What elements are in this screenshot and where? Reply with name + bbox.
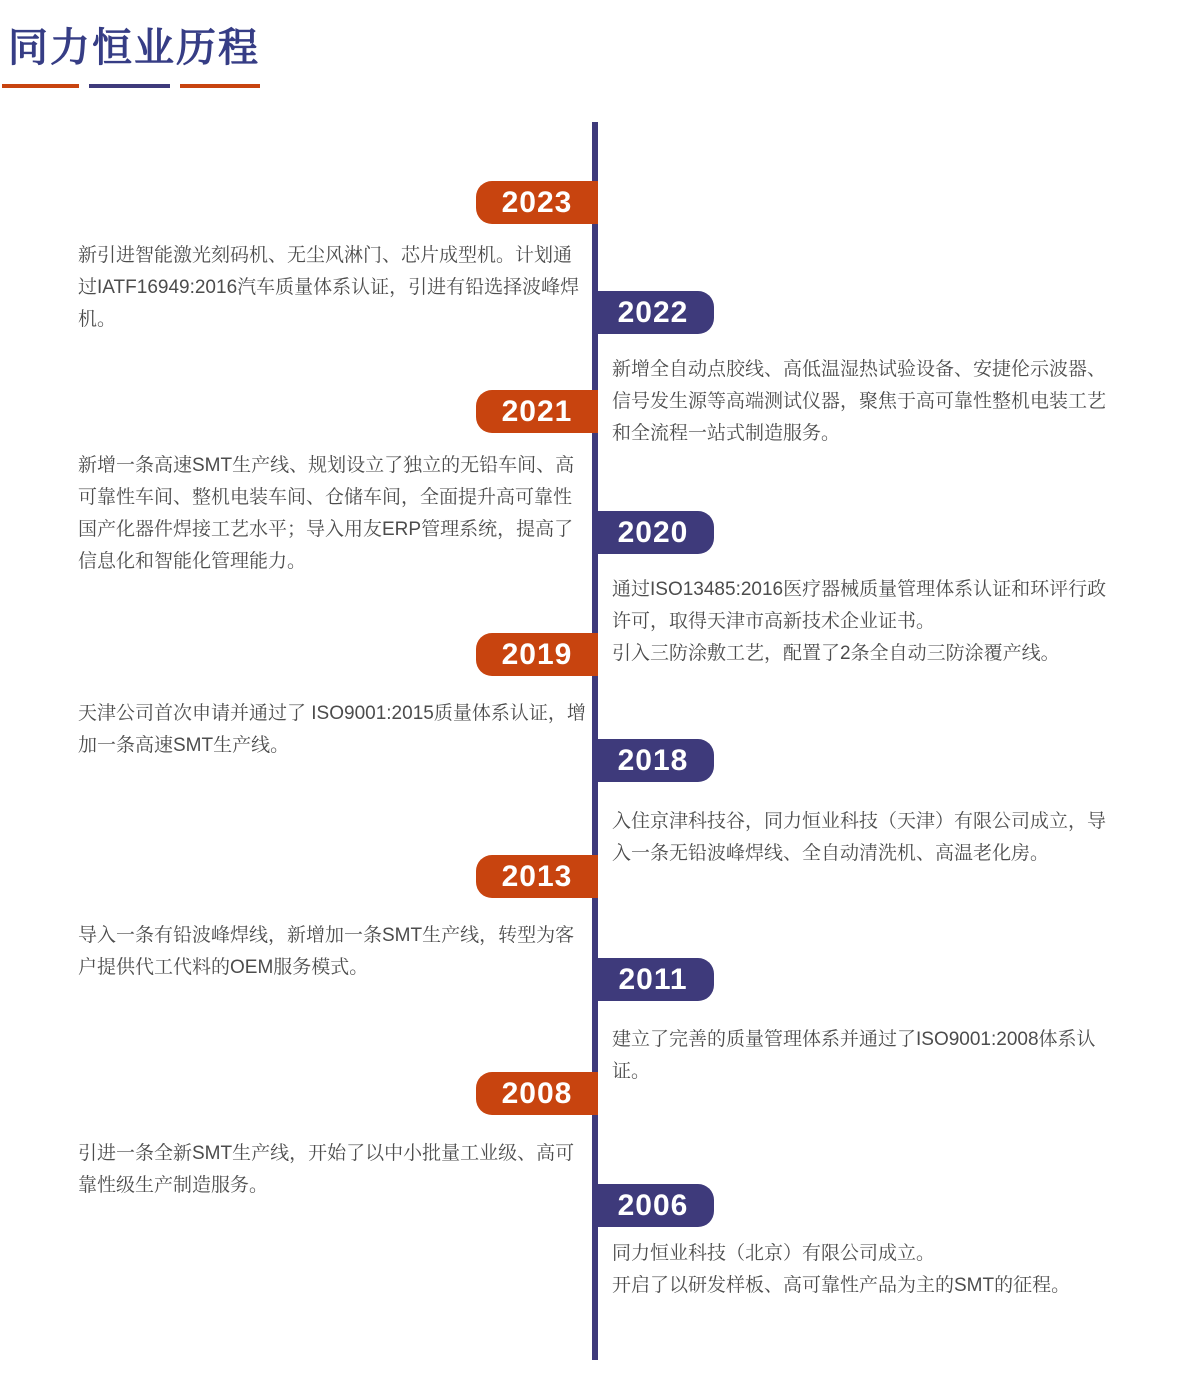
event-paragraph: 开启了以研发样板、高可靠性产品为主的SMT的征程。 [612, 1275, 1071, 1296]
year-badge-2022: 2022 [592, 291, 714, 334]
event-text-2011 [612, 1024, 1112, 1088]
event-text-2020 [612, 574, 1122, 670]
title-underline-purple-center [89, 84, 170, 88]
title-underline-orange-right [180, 84, 260, 88]
page-title: 同力恒业历程 [8, 26, 260, 70]
event-paragraph: 天津公司首次申请并通过了 ISO9001:2015质量体系认证，增加一条高速SMT生产线。 [78, 703, 586, 756]
year-badge-2011: 2011 [592, 958, 714, 1001]
event-paragraph: 引进一条全新SMT生产线，开始了以中小批量工业级、高可靠性级生产制造服务。 [78, 1143, 575, 1196]
event-paragraph: 通过ISO13485:2016医疗器械质量管理体系认证和环评行政许可，取得天津市高新技术企业证书。 [612, 579, 1107, 632]
event-text-2006 [612, 1238, 1132, 1302]
year-badge-2021: 2021 [476, 390, 598, 433]
year-badge-2020: 2020 [592, 511, 714, 554]
event-text-2023 [78, 240, 580, 336]
year-badge-2008: 2008 [476, 1072, 598, 1115]
event-text-2019 [78, 698, 588, 762]
event-text-2013 [78, 920, 588, 984]
year-badge-2023: 2023 [476, 181, 598, 224]
title-underline-orange-left [2, 84, 79, 88]
event-paragraph: 同力恒业科技（北京）有限公司成立。 [612, 1243, 936, 1264]
year-badge-2019: 2019 [476, 633, 598, 676]
year-badge-2006: 2006 [592, 1184, 714, 1227]
year-badge-2013: 2013 [476, 855, 598, 898]
event-text-2018 [612, 806, 1112, 870]
event-text-2008 [78, 1138, 588, 1202]
event-paragraph: 建立了完善的质量管理体系并通过了ISO9001:2008体系认证。 [612, 1029, 1096, 1082]
event-paragraph: 新增全自动点胶线、高低温湿热试验设备、安捷伦示波器、信号发生源等高端测试仪器，聚焦于高可靠性整机电装工艺和全流程一站式制造服务。 [612, 359, 1107, 444]
event-text-2022 [612, 354, 1112, 450]
event-paragraph: 引入三防涂敷工艺，配置了2条全自动三防涂覆产线。 [612, 643, 1060, 664]
year-badge-2018: 2018 [592, 739, 714, 782]
event-paragraph: 新增一条高速SMT生产线、规划设立了独立的无铅车间、高可靠性车间、整机电装车间、仓储车间，全面提升高可靠性国产化器件焊接工艺水平；导入用友ERP管理系统，提高了信息化和智能化管理能力。 [78, 455, 575, 572]
event-text-2021 [78, 450, 580, 578]
event-paragraph: 导入一条有铅波峰焊线，新增加一条SMT生产线，转型为客户提供代工代料的OEM服务模式。 [78, 925, 575, 978]
event-paragraph: 新引进智能激光刻码机、无尘风淋门、芯片成型机。计划通过IATF16949:2016汽车质量体系认证，引进有铅选择波峰焊机。 [78, 245, 580, 330]
event-paragraph: 入住京津科技谷，同力恒业科技（天津）有限公司成立，导入一条无铅波峰焊线、全自动清洗机、高温老化房。 [612, 811, 1107, 864]
